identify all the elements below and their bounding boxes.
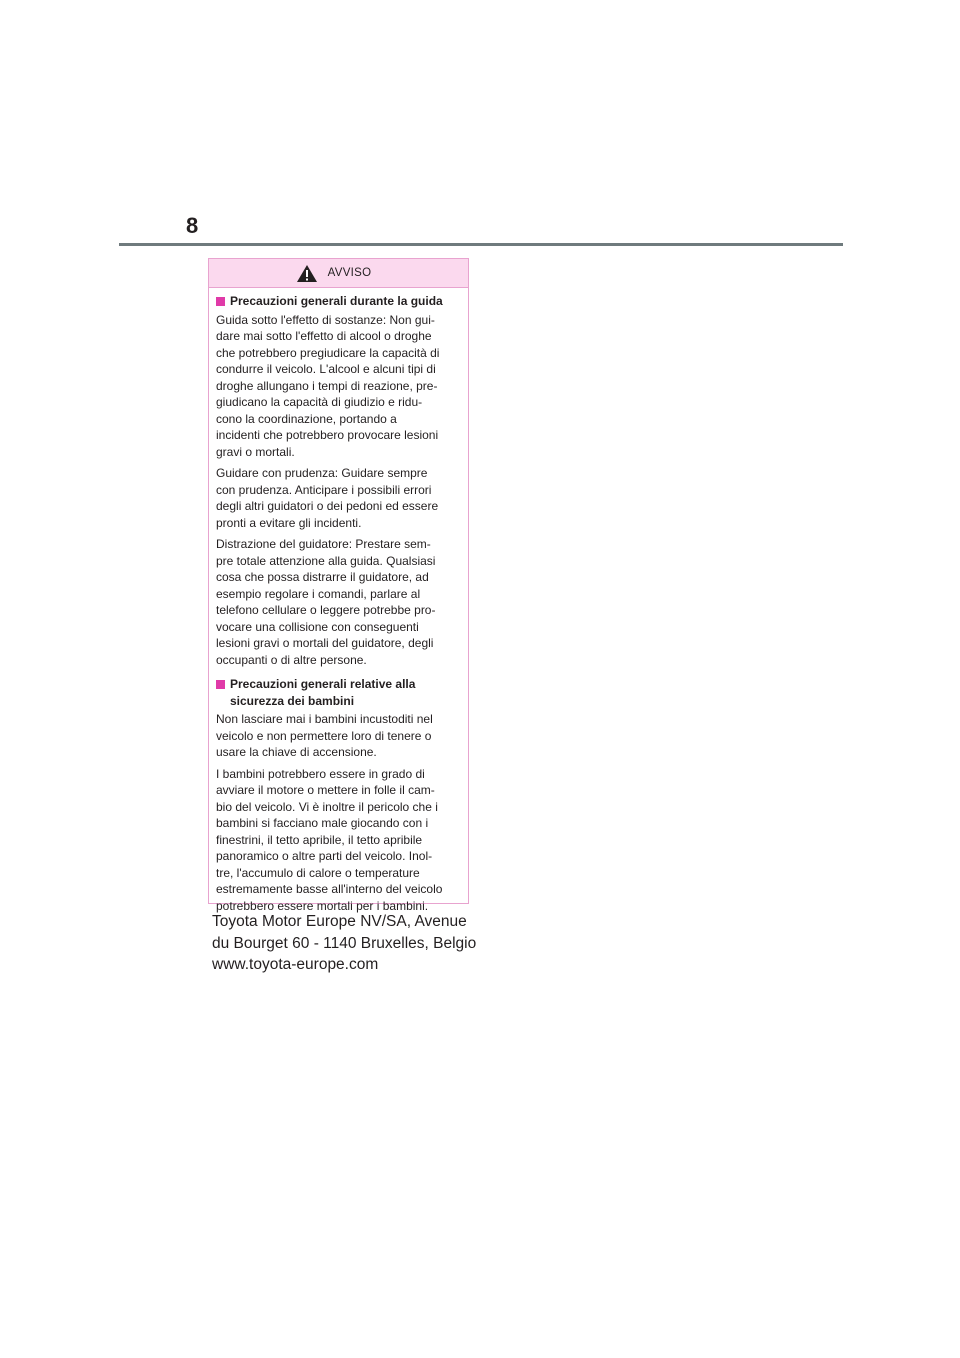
paragraph: Distrazione del guidatore: Prestare sem- pre totale attenzione alla guida. Qualsiasi cosa che possa distrarre il guidatore, ad esempio regolare i comandi, parlare al telefono cellulare o leggere potrebbe pro- vocare una collisione con conseguenti lesioni gravi o mortali del guidatore, degli occupanti o di altre persone. bbox=[216, 537, 436, 667]
address-line-2: du Bourget 60 - 1140 Bruxelles, Belgio bbox=[212, 934, 477, 952]
warning-box bbox=[208, 258, 469, 913]
address-line-1: Toyota Motor Europe NV/SA, Avenue bbox=[212, 913, 467, 930]
header-rule bbox=[119, 243, 843, 246]
warning-body bbox=[209, 288, 468, 914]
square-bullet-icon bbox=[216, 680, 225, 689]
paragraph: Non lasciare mai i bambini incustoditi nel veicolo e non permettere loro di tenere o usare la chiave di accensione. bbox=[216, 712, 433, 759]
warning-title: AVVISO bbox=[327, 267, 372, 279]
section-heading-guida: Precauzioni generali durante la guida bbox=[216, 293, 462, 310]
website-link[interactable]: www.toyota-europe.com bbox=[212, 956, 379, 973]
page-number: 8 bbox=[186, 213, 199, 238]
paragraph: Guida sotto l'effetto di sostanze: Non gui- dare mai sotto l'effetto di alcool o droghe che potrebbero pregiudicare la capacità di condurre il veicolo. L'alcool e alcuni tipi di droghe allungano i tempi di reazione, pre- giudicano la capacità di giudizio e ridu- cono la coordinazione, portando a incidenti che potrebbero provocare lesioni gravi o mortali. bbox=[216, 312, 440, 459]
warning-header bbox=[209, 259, 468, 288]
square-bullet-icon bbox=[216, 297, 225, 306]
section-heading-bambini: Precauzioni generali relative alla sicurezza dei bambini bbox=[216, 676, 462, 709]
warning-triangle-icon bbox=[296, 264, 318, 283]
footer-address bbox=[212, 911, 476, 976]
paragraph: I bambini potrebbero essere in grado di avviare il motore o mettere in folle il cam- bio del veicolo. Vi è inoltre il pericolo che i bambini si facciano male giocando con i finestrini, il tetto apribile, il tetto apribile panoramico o altre parti del veicolo. Inol- tre, l'accumulo di calore o temperature estremamente basse all'interno del veicolo potrebbero essere mortali per i bambini. bbox=[216, 766, 443, 913]
paragraph: Guidare con prudenza: Guidare sempre con prudenza. Anticipare i possibili errori degli altri guidatori o dei pedoni ed essere pronti a evitare gli incidenti. bbox=[216, 466, 439, 530]
